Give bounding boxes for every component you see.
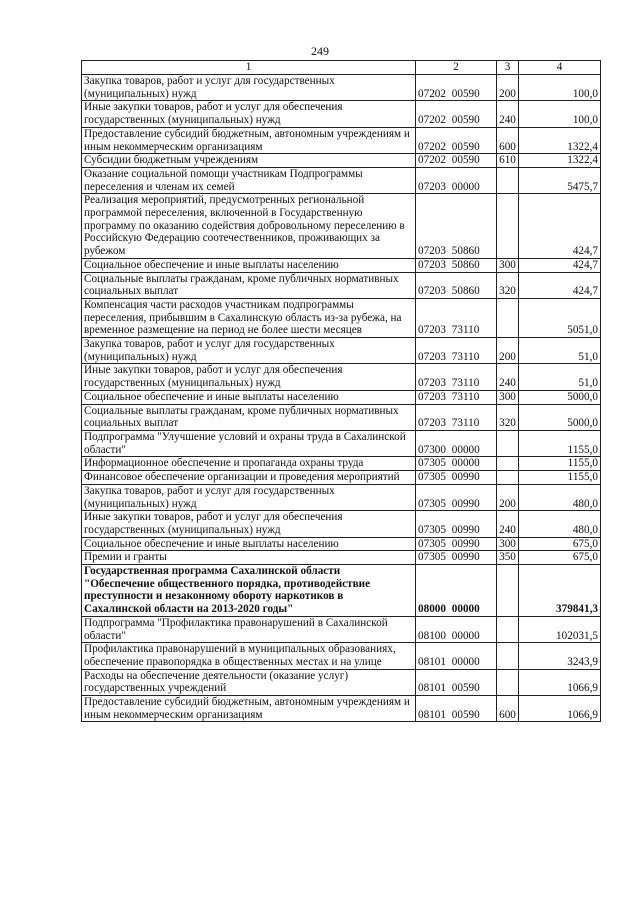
header-col-1: 1 <box>82 61 416 75</box>
row-type <box>497 643 519 669</box>
table-row <box>82 537 601 551</box>
row-type: 600 <box>497 696 519 722</box>
row-name: Подпрограмма "Профилактика правонарушений в Сахалинской области" <box>82 616 416 642</box>
table-row <box>82 258 601 272</box>
row-name: Закупка товаров, работ и услуг для государственных (муниципальных) нужд <box>82 338 416 364</box>
row-type: 200 <box>497 484 519 510</box>
table-row <box>82 390 601 404</box>
row-name: Иные закупки товаров, работ и услуг для обеспечения государственных (муниципальных) нужд <box>82 101 416 127</box>
table-row <box>82 364 601 390</box>
table-row <box>82 669 601 695</box>
row-name: Социальное обеспечение и иные выплаты населению <box>82 258 416 272</box>
row-amount: 5051,0 <box>519 298 601 337</box>
table-row <box>82 338 601 364</box>
row-code: 07203 73110 <box>416 390 497 404</box>
row-type: 300 <box>497 390 519 404</box>
row-amount: 379841,3 <box>519 565 601 617</box>
row-name: Государственная программа Сахалинской области "Обеспечение общественного порядка, противодействие преступности и незаконному обороту наркотиков в Сахалинской области на 2013-2020 годы" <box>82 565 416 617</box>
row-amount: 3243,9 <box>519 643 601 669</box>
row-code: 07202 00590 <box>416 154 497 168</box>
row-type: 600 <box>497 127 519 153</box>
table-row <box>82 75 601 101</box>
row-code: 07203 50860 <box>416 258 497 272</box>
table-row <box>82 154 601 168</box>
row-name: Закупка товаров, работ и услуг для государственных (муниципальных) нужд <box>82 75 416 101</box>
row-code: 07203 50860 <box>416 194 497 259</box>
row-type: 610 <box>497 154 519 168</box>
row-code: 07300 00000 <box>416 430 497 456</box>
row-amount: 100,0 <box>519 75 601 101</box>
row-amount: 1322,4 <box>519 154 601 168</box>
row-type <box>497 430 519 456</box>
row-name: Иные закупки товаров, работ и услуг для обеспечения государственных (муниципальных) нужд <box>82 364 416 390</box>
row-amount: 1155,0 <box>519 471 601 485</box>
row-code: 07305 00000 <box>416 457 497 471</box>
row-amount: 51,0 <box>519 338 601 364</box>
table-row <box>82 484 601 510</box>
row-name: Социальные выплаты гражданам, кроме публичных нормативных социальных выплат <box>82 272 416 298</box>
row-code: 07305 00990 <box>416 471 497 485</box>
row-type <box>497 669 519 695</box>
budget-table <box>81 60 601 722</box>
row-amount: 51,0 <box>519 364 601 390</box>
table-body <box>82 75 601 722</box>
row-type <box>497 565 519 617</box>
row-name: Информационное обеспечение и пропаганда охраны труда <box>82 457 416 471</box>
table-row <box>82 616 601 642</box>
row-type <box>497 298 519 337</box>
row-code: 07202 00590 <box>416 127 497 153</box>
row-code: 07203 73110 <box>416 404 497 430</box>
row-name: Расходы на обеспечение деятельности (оказание услуг) государственных учреждений <box>82 669 416 695</box>
row-amount: 5475,7 <box>519 167 601 193</box>
table-row <box>82 565 601 617</box>
row-name: Подпрограмма "Улучшение условий и охраны труда в Сахалинской области" <box>82 430 416 456</box>
header-col-2: 2 <box>416 61 497 75</box>
row-amount: 1322,4 <box>519 127 601 153</box>
row-amount: 480,0 <box>519 511 601 537</box>
table-row <box>82 696 601 722</box>
row-code: 08100 00000 <box>416 616 497 642</box>
row-name: Предоставление субсидий бюджетным, автономным учреждениям и иным некоммерческим организациям <box>82 127 416 153</box>
row-amount: 5000,0 <box>519 404 601 430</box>
row-amount: 1066,9 <box>519 696 601 722</box>
row-code: 07203 50860 <box>416 272 497 298</box>
row-name: Иные закупки товаров, работ и услуг для обеспечения государственных (муниципальных) нужд <box>82 511 416 537</box>
row-type: 240 <box>497 511 519 537</box>
row-name: Финансовое обеспечение организации и проведения мероприятий <box>82 471 416 485</box>
row-type <box>497 471 519 485</box>
table-row <box>82 511 601 537</box>
row-amount: 675,0 <box>519 551 601 565</box>
table-row <box>82 551 601 565</box>
row-code: 07305 00990 <box>416 511 497 537</box>
row-amount: 480,0 <box>519 484 601 510</box>
row-type: 320 <box>497 272 519 298</box>
row-code: 07305 00990 <box>416 537 497 551</box>
table-row <box>82 643 601 669</box>
page-number: 249 <box>311 44 329 58</box>
row-type: 300 <box>497 258 519 272</box>
row-amount: 424,7 <box>519 258 601 272</box>
row-name: Предоставление субсидий бюджетным, автономным учреждениям и иным некоммерческим организациям <box>82 696 416 722</box>
row-name: Субсидии бюджетным учреждениям <box>82 154 416 168</box>
row-name: Профилактика правонарушений в муниципальных образованиях, обеспечение правопорядка в общественных местах и на улице <box>82 643 416 669</box>
table-row <box>82 127 601 153</box>
row-amount: 5000,0 <box>519 390 601 404</box>
row-code: 07202 00590 <box>416 101 497 127</box>
table-row <box>82 404 601 430</box>
row-type: 240 <box>497 101 519 127</box>
table-row <box>82 430 601 456</box>
table-row <box>82 457 601 471</box>
row-code: 07203 73110 <box>416 338 497 364</box>
row-amount: 675,0 <box>519 537 601 551</box>
row-type: 200 <box>497 75 519 101</box>
row-type <box>497 167 519 193</box>
row-code: 07203 73110 <box>416 364 497 390</box>
row-name: Премии и гранты <box>82 551 416 565</box>
row-type <box>497 457 519 471</box>
row-code: 07305 00990 <box>416 551 497 565</box>
row-name: Социальные выплаты гражданам, кроме публичных нормативных социальных выплат <box>82 404 416 430</box>
row-code: 07203 73110 <box>416 298 497 337</box>
row-type: 350 <box>497 551 519 565</box>
row-code: 08101 00590 <box>416 696 497 722</box>
header-col-4: 4 <box>519 61 601 75</box>
row-name: Закупка товаров, работ и услуг для государственных (муниципальных) нужд <box>82 484 416 510</box>
row-code: 08000 00000 <box>416 565 497 617</box>
row-type <box>497 194 519 259</box>
table-row <box>82 272 601 298</box>
table-row <box>82 194 601 259</box>
table-header-row <box>82 61 601 75</box>
row-amount: 424,7 <box>519 272 601 298</box>
table-row <box>82 471 601 485</box>
row-code: 07202 00590 <box>416 75 497 101</box>
row-name: Социальное обеспечение и иные выплаты населению <box>82 537 416 551</box>
row-code: 08101 00590 <box>416 669 497 695</box>
row-type: 320 <box>497 404 519 430</box>
row-code: 08101 00000 <box>416 643 497 669</box>
row-amount: 424,7 <box>519 194 601 259</box>
row-type: 300 <box>497 537 519 551</box>
table-row <box>82 101 601 127</box>
row-amount: 102031,5 <box>519 616 601 642</box>
row-amount: 1155,0 <box>519 430 601 456</box>
row-type: 240 <box>497 364 519 390</box>
row-type <box>497 616 519 642</box>
row-name: Компенсация части расходов участникам подпрограммы переселения, прибывшим в Сахалинскую область из-за рубежа, на временное размещение на период не более шести месяцев <box>82 298 416 337</box>
table-row <box>82 167 601 193</box>
row-amount: 1155,0 <box>519 457 601 471</box>
row-amount: 1066,9 <box>519 669 601 695</box>
row-amount: 100,0 <box>519 101 601 127</box>
row-code: 07203 00000 <box>416 167 497 193</box>
table-row <box>82 298 601 337</box>
row-type: 200 <box>497 338 519 364</box>
row-code: 07305 00990 <box>416 484 497 510</box>
row-name: Оказание социальной помощи участникам Подпрограммы переселения и членам их семей <box>82 167 416 193</box>
row-name: Реализация мероприятий, предусмотренных региональной программой переселения, включенной в Государственную программу по оказанию содействия добровольному переселению в Российскую Федерацию соотечественников, проживающих за рубежом <box>82 194 416 259</box>
header-col-3: 3 <box>497 61 519 75</box>
row-name: Социальное обеспечение и иные выплаты населению <box>82 390 416 404</box>
